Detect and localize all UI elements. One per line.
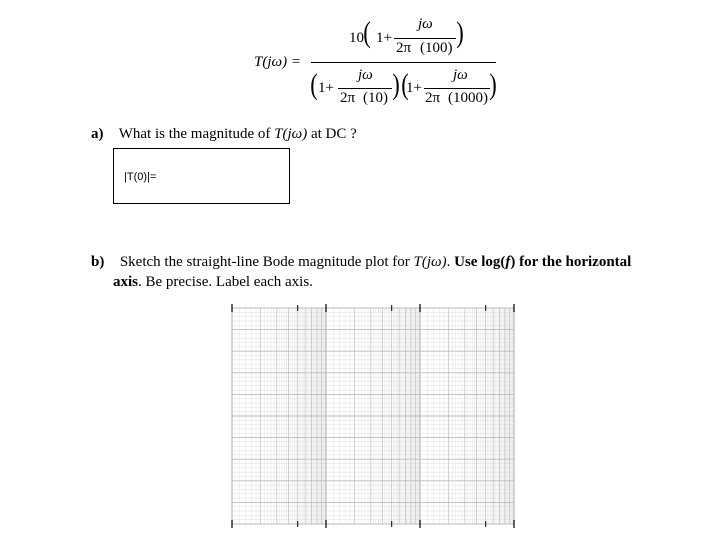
question-b-text-3: . Be precise. Label each axis.	[138, 274, 313, 290]
question-b-text-2: .	[446, 254, 455, 270]
question-b-symbol: T(jω)	[413, 254, 447, 270]
question-a-text: What is the magnitude of	[118, 126, 275, 142]
pole1-one-plus: 1+	[318, 80, 334, 96]
question-b-bold-1: Use log(	[454, 254, 506, 270]
numerator-two-pi: 2π	[396, 40, 412, 56]
question-a-symbol: T(jω)	[274, 126, 308, 142]
answer-box-dc-magnitude[interactable]	[113, 148, 290, 204]
pole1-left-paren: (	[310, 68, 318, 101]
pole2-j-omega: jω	[453, 67, 468, 83]
question-b	[91, 252, 691, 292]
pole1-right-paren: )	[392, 68, 400, 101]
pole2-fraction-bar	[424, 88, 490, 89]
pole2-freq: (1000)	[448, 90, 488, 106]
numerator-gain: 10	[349, 30, 364, 46]
question-a-label: a)	[91, 126, 104, 142]
pole2-one-plus: 1+	[406, 80, 422, 96]
pole1-fraction-bar	[338, 88, 392, 89]
numerator-zero-freq: (100)	[420, 40, 453, 56]
pole1-freq: (10)	[363, 90, 388, 106]
pole1-j-omega: jω	[358, 67, 373, 83]
answer-label: |T(0)|=	[124, 171, 157, 183]
question-b-bold-f: f	[505, 254, 511, 270]
pole2-left-paren: (	[401, 68, 409, 101]
question-a	[91, 124, 591, 144]
question-b-bold-2: ) for the horizontal	[510, 254, 632, 270]
question-b-bold-3: axis	[113, 274, 139, 290]
bode-plot-grid[interactable]	[226, 300, 518, 528]
numerator-right-paren: )	[456, 16, 464, 49]
pole2-right-paren: )	[489, 68, 497, 101]
pole1-two-pi: 2π	[340, 90, 356, 106]
numerator-j-omega: jω	[418, 16, 433, 32]
numerator-one-plus: 1+	[376, 30, 392, 46]
numerator-left-paren: (	[363, 16, 371, 49]
question-b-text-1: Sketch the straight-line Bode magnitude plot for	[119, 254, 414, 270]
equation-lhs: T(jω) =	[254, 54, 301, 70]
pole2-two-pi: 2π	[425, 90, 441, 106]
question-a-text-end: at DC ?	[307, 126, 357, 142]
numerator-fraction-bar	[394, 38, 456, 39]
main-fraction-bar	[311, 62, 496, 63]
question-b-label: b)	[91, 254, 105, 270]
